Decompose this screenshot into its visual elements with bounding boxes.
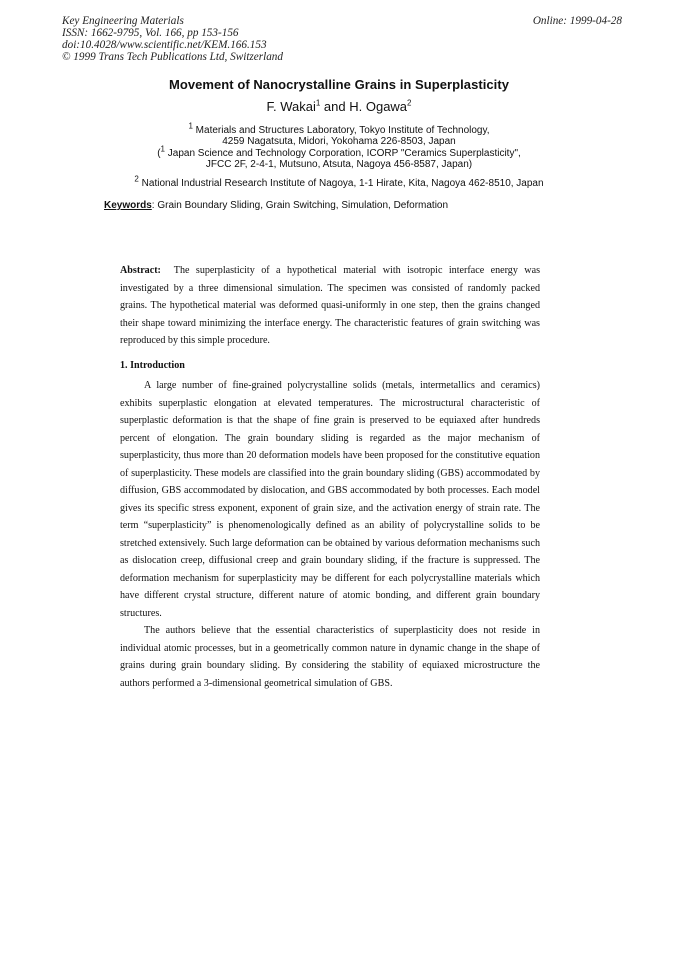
affiliation-paren: ( — [157, 147, 161, 159]
affiliation-line — [0, 174, 678, 189]
affiliation-line — [0, 121, 678, 136]
affiliation-line: 4259 Nagatsuta, Midori, Yokohama 226-8503, Japan — [222, 136, 456, 148]
affiliation-marker: 2 — [134, 174, 139, 184]
affiliation-text: Japan Science and Technology Corporation, ICORP "Ceramics Superplasticity", — [167, 147, 521, 159]
affiliation-marker: 2 — [407, 98, 412, 108]
affiliation-text: Materials and Structures Laboratory, Tokyo Institute of Technology, — [195, 125, 490, 136]
journal-doi[interactable]: doi:10.4028/www.scientific.net/KEM.166.153 — [62, 39, 267, 51]
keywords-label: Keywords — [104, 200, 152, 211]
affiliation-text: National Industrial Research Institute of Nagoya, 1-1 Hirate, Kita, Nagoya 462-8510, Japan — [141, 178, 544, 189]
keywords-list: : Grain Boundary Sliding, Grain Switching, Simulation, Deformation — [151, 200, 449, 211]
affiliation-marker: 1 — [315, 98, 321, 108]
author-name: F. Wakai — [266, 99, 316, 114]
author-name: H. Ogawa — [349, 99, 408, 114]
abstract-text: The superplasticity of a hypothetical material with isotropic interface energy was investigated by a three dimensional simulation. The specimen was consisted of randomly packed grains. The hypothetical material was deformed quasi-uniformly in one step, then the grains changed their shape toward minimizing the interface energy. The characteristic features of grain switching was reproduced by this simple procedure. — [120, 265, 541, 346]
author-conjunction: and — [320, 99, 350, 114]
affiliation-line: JFCC 2F, 2-4-1, Mutsuno, Atsuta, Nagoya 456-8587, Japan) — [205, 159, 473, 171]
journal-copyright: © 1999 Trans Tech Publications Ltd, Switzerland — [62, 51, 283, 63]
abstract-label: Abstract: — [120, 265, 161, 276]
affiliation-marker: 1 — [160, 144, 165, 154]
paragraph: The authors believe that the essential characteristics of superplasticity does not reside in individual atomic processes, but in a geometrically common nature in dynamic change in the shape of grains during grain boundary sliding. By considering the stability of equiaxed microstructure the authors performed a 3-dimensional geometrical simulation of GBS. — [120, 625, 540, 689]
affiliation-1 — [0, 121, 678, 171]
paragraph: A large number of fine-grained polycrystalline solids (metals, intermetallics and ceramics) exhibits superplastic elongation at elevated temperatures. The microstructural characteristic of superplastic deformation is that the shape of fine grain is preserved to be equiaxed after hundreds percent of elongation. The grain boundary sliding is regarded as the major mechanism of superplasticity, thus more than 20 deformation models have been proposed for the constitutive equation of superplasticity. These models are classified into the grain boundary sliding (GBS) accommodated by diffusion, GBS accommodated by dislocation, and GBS accommodated by both processes. Each model gives its specific stress exponent, exponent of grain size, and the activation energy of strain rate. The term “superplasticity” is phenomenologically defined as an ability of polycrystalline solids to be stretched extensively. Such large deformation can be obtained by various deformation mechanisms such as dislocation creep, diffusional creep and grain boundary sliding, if the fracture is suppressed. The deformation mechanism for superplasticity may be different for each polycrystalline materials which have different crystal structure, different nature of atomic bonding, and different grain boundary structures. — [120, 380, 540, 619]
affiliation-2 — [0, 174, 678, 189]
keywords — [104, 200, 448, 211]
abstract — [120, 262, 540, 350]
journal-name: Key Engineering Materials — [62, 15, 184, 27]
journal-issn: ISSN: 1662-9795, Vol. 166, pp 153-156 — [62, 27, 239, 39]
introduction-body — [120, 377, 540, 692]
online-date: Online: 1999-04-28 — [532, 15, 622, 27]
affiliation-marker: 1 — [188, 121, 193, 131]
paper-title: Movement of Nanocrystalline Grains in Superplasticity — [168, 77, 509, 92]
author-line — [0, 99, 678, 114]
section-heading: 1. Introduction — [120, 360, 185, 371]
affiliation-line — [0, 144, 678, 159]
